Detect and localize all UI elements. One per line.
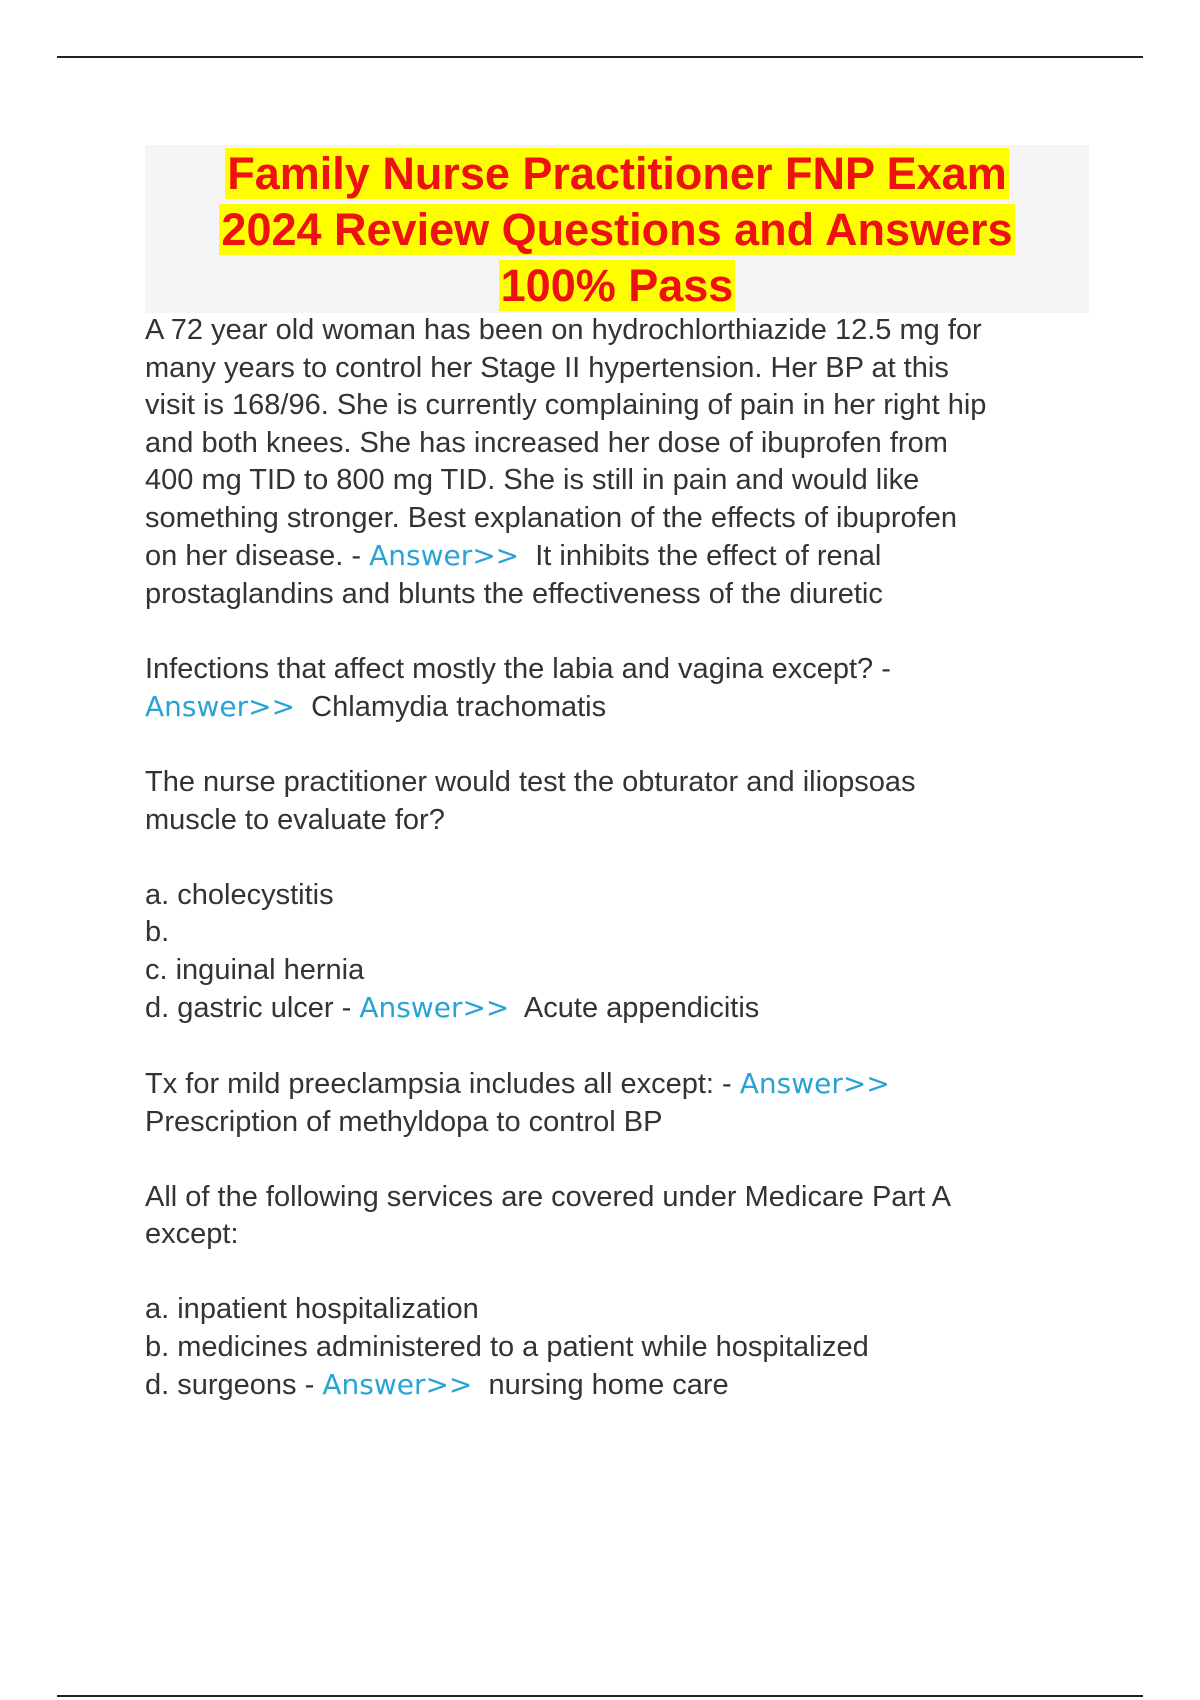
- qa-content: [145, 312, 1095, 1405]
- answer-tag-2: Answer>>: [145, 690, 296, 723]
- qa-item-2: [145, 651, 1095, 727]
- spacer: [145, 1141, 1095, 1179]
- answer-4: Prescription of methyldopa to control BP: [145, 1105, 663, 1138]
- answer-2: Chlamydia trachomatis: [295, 691, 607, 723]
- question-4-line-1: Tx for mild preeclampsia includes all except: -: [145, 1068, 740, 1100]
- question-2-line-1: Infections that affect mostly the labia and vagina except? -: [145, 652, 891, 685]
- option-3c: c. inguinal hernia: [145, 953, 365, 986]
- spacer: [145, 1254, 1095, 1292]
- qa-item-5-options: [145, 1291, 1095, 1405]
- question-1-line-6: something stronger. Best explanation of the effects of ibuprofen: [145, 501, 957, 534]
- bottom-rule: [57, 1695, 1143, 1697]
- spacer: [145, 839, 1095, 877]
- question-1-line-5: 400 mg TID to 800 mg TID. She is still in pain and would like: [145, 464, 920, 496]
- qa-item-3: [145, 764, 1095, 839]
- question-1-line-7: on her disease. -: [145, 540, 370, 572]
- question-5-line-1: All of the following services are covered under Medicare Part A: [145, 1180, 951, 1213]
- answer-3: Acute appendicitis: [509, 992, 760, 1024]
- option-5a: a. inpatient hospitalization: [145, 1293, 479, 1325]
- question-1-line-3: visit is 168/96. She is currently complaining of pain in her right hip: [145, 389, 987, 421]
- top-rule: [57, 56, 1143, 58]
- answer-tag-5: Answer>>: [322, 1368, 473, 1401]
- answer-5: nursing home care: [472, 1369, 729, 1401]
- option-5d: d. surgeons -: [145, 1369, 323, 1401]
- option-3d: d. gastric ulcer -: [145, 992, 360, 1024]
- option-3b: b.: [145, 916, 170, 948]
- answer-tag-4: Answer>>: [739, 1067, 890, 1100]
- answer-1-rest: prostaglandins and blunts the effectiveness of the diuretic: [145, 577, 883, 610]
- question-1-line-2: many years to control her Stage II hypertension. Her BP at this: [145, 351, 949, 384]
- title-line-2: 2024 Review Questions and Answers: [221, 204, 1013, 255]
- document-title: [145, 146, 1089, 314]
- question-3-line-1: The nurse practitioner would test the obturator and iliopsoas: [145, 766, 916, 798]
- spacer: [145, 1028, 1095, 1066]
- question-1-line-4: and both knees. She has increased her dose of ibuprofen from: [145, 426, 948, 459]
- spacer: [145, 727, 1095, 765]
- spacer: [145, 613, 1095, 651]
- title-line-1: Family Nurse Practitioner FNP Exam: [227, 148, 1007, 199]
- option-5b: b. medicines administered to a patient while hospitalized: [145, 1330, 869, 1363]
- option-3a: a. cholecystitis: [145, 878, 334, 911]
- qa-item-4: [145, 1065, 1095, 1141]
- qa-item-1: [145, 312, 1095, 613]
- question-1-line-1: A 72 year old woman has been on hydrochlorthiazide 12.5 mg for: [145, 314, 982, 346]
- qa-item-5: [145, 1179, 1095, 1254]
- answer-1-first: It inhibits the effect of renal: [519, 540, 882, 572]
- question-5-line-2: except:: [145, 1218, 239, 1250]
- question-3-line-2: muscle to evaluate for?: [145, 803, 445, 836]
- answer-tag-3: Answer>>: [359, 991, 510, 1024]
- answer-tag-1: Answer>>: [369, 539, 520, 572]
- title-line-3: 100% Pass: [500, 260, 734, 311]
- qa-item-3-options: [145, 877, 1095, 1028]
